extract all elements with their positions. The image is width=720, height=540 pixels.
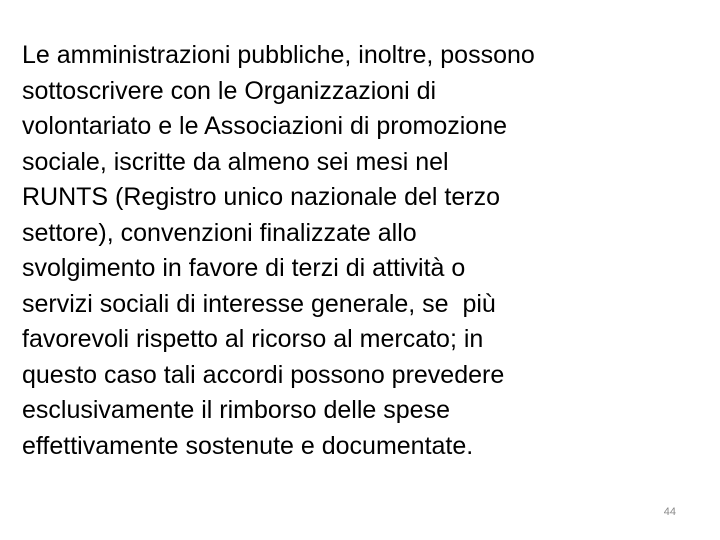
text-line-11: esclusivamente il rimborso delle spese [22,396,450,424]
text-line-7: svolgimento in favore di terzi di attività o [22,254,466,282]
text-line-2: sottoscrivere con le Organizzazioni di [22,76,437,105]
page-number: 44 [663,506,676,518]
body-paragraph [22,38,702,464]
text-line-4: sociale, iscritte da almeno sei mesi nel [22,147,449,176]
text-line-6: settore), convenzioni finalizzate allo [22,218,417,247]
text-line-5: RUNTS (Registro unico nazionale del terzo [22,183,500,211]
text-line-9: favorevoli rispetto al ricorso al mercato; in [22,325,484,353]
text-line-10: questo caso tali accordi possono prevedere [22,360,505,389]
text-line-8: servizi sociali di interesse generale, se più [22,289,496,318]
text-line-1: Le amministrazioni pubbliche, inoltre, possono [22,41,535,69]
text-line-3: volontariato e le Associazioni di promozione [22,112,507,140]
text-line-12: effettivamente sostenute e documentate. [22,431,474,460]
